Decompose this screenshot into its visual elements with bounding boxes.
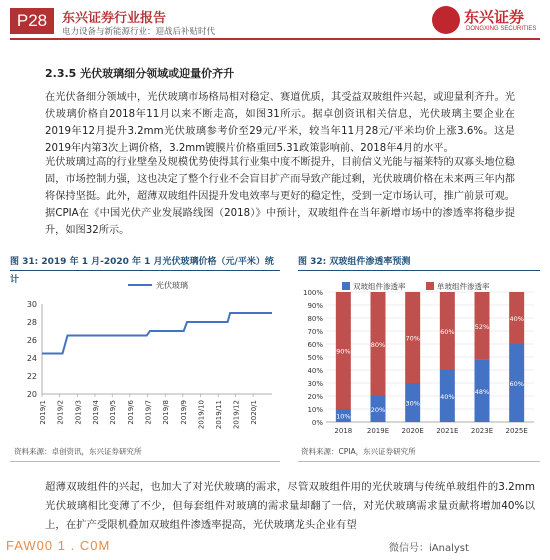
data-label-double: 20% [370,406,386,414]
x-tick-label: 2019/9 [179,400,188,425]
x-tick-label: 2019/7 [144,400,153,425]
y-tick-label: 70% [307,328,323,336]
figure-32-title: 图 32: 双玻组件渗透率预测 [298,257,411,267]
x-tick-label: 2019/1 [39,400,47,425]
data-label-double: 40% [440,393,455,401]
wechat-watermark: 微信号：iAnalyst [386,539,472,554]
y-tick-label: 0% [311,419,323,427]
x-tick-label: 2025E [505,427,528,435]
data-label-single: 90% [336,347,351,356]
section-title: 2.3.5 光伏玻璃细分领域或迎量价齐升 [45,67,235,80]
data-label-single: 60% [440,328,455,336]
x-tick-label: 2021E [436,427,459,435]
figure-31-title-rule [10,270,280,271]
data-label-double: 10% [336,412,351,421]
header-divider [10,38,540,40]
paragraph-3: 超薄双玻组件的兴起，也加大了对光伏玻璃的需求，尽管双玻组件用的光伏玻璃与传统单玻组件的3.2mm光伏玻璃相比变薄了不少，但每套组件对玻璃的需求量却翻了一倍，对光伏玻璃需求量贡献将增加40%以上，在扩产受限机叠加双玻组件渗透率提高，光伏玻璃龙头企业有望 [45,481,535,531]
x-tick-label: 2020E [401,427,424,435]
figure-31-source: 资料来源：卓创资讯，东兴证券研究所 [14,447,142,456]
figure-32-source: 资料来源：CPIA，东兴证券研究所 [301,447,416,456]
page-number: P28 [10,8,54,34]
data-label-double: 48% [474,387,490,396]
y-tick-label: 22 [26,372,37,381]
y-tick-label: 100% [302,289,323,297]
report-subtitle: 电力设备与新能源行业：迎战后补贴时代 [62,27,216,37]
legend-swatch-single [426,282,434,290]
legend-label-double: 双玻组件渗透率 [353,282,406,291]
x-tick-label: 2019/5 [109,400,118,425]
legend-swatch-double [342,282,350,290]
x-tick-label: 2019/4 [91,400,100,425]
y-tick-label: 30% [307,380,323,388]
y-tick-label: 40% [307,367,323,375]
stacked-bar-chart-penetration [298,274,540,444]
figure-32-bottom-rule [298,461,540,462]
x-tick-label: 2020/1 [250,400,259,425]
y-tick-label: 20% [307,393,323,401]
y-tick-label: 10% [307,406,323,414]
x-tick-label: 2018 [334,427,353,435]
y-tick-label: 20 [26,390,37,399]
logo-icon [432,6,460,34]
x-tick-label: 2019/12 [232,400,241,430]
x-tick-label: 2019/10 [197,400,206,430]
series-line-glass-price [42,313,272,354]
figure-31-bottom-rule [10,461,280,462]
y-tick-label: 30 [26,300,37,309]
x-tick-label: 2019/2 [56,400,65,425]
logo-text: 东兴证券 [464,8,525,26]
logo-english: DONGXING SECURITIES [466,26,537,32]
x-tick-label: 2019/6 [126,400,135,425]
y-tick-label: 26 [26,336,37,345]
x-tick-label: 2019/11 [215,400,224,430]
y-tick-label: 24 [26,354,37,363]
report-title: 东兴证券行业报告 [62,11,167,26]
data-label-double: 60% [509,380,524,388]
legend-label: 光伏玻璃 [156,281,188,290]
watermark: FAW00 1 . C0M [6,538,111,553]
y-tick-label: 28 [26,318,37,327]
line-chart-glass-price [10,274,280,444]
data-label-single: 70% [405,334,420,343]
figure-31-title: 图 31: 2019 年 1 月-2020 年 1 月光伏玻璃价格（元/平米）统计 [10,257,274,285]
data-label-double: 30% [405,399,420,408]
data-label-single: 40% [509,315,524,323]
legend-label-single: 单玻组件渗透率 [437,282,490,291]
x-tick-label: 2019/3 [74,400,83,425]
x-tick-label: 2023E [470,427,494,435]
data-label-single: 52% [474,322,490,331]
figure-32-title-rule [298,270,540,271]
paragraph-2: 光伏玻璃过高的行业壁垒及规模优势使得其行业集中度不断提升，目前信义光能与福莱特的双寡头地位稳固，市场控制力强，这也决定了整个行业不会盲目扩产而导致产能过剩，光伏玻璃价格在未来两三年内都将保持坚挺。此外，超薄双玻组件因提升发电效率与更好的稳定性，受到一定市场认可，推广前景可观。据CPIA在《中国光伏产业发展路线图（2018）》中预计，双玻组件在当年新增市场中的渗透率将稳步提升，如图32所示。 [45,157,515,236]
y-tick-label: 80% [307,315,323,323]
x-tick-label: 2019E [366,427,390,435]
paragraph-1: 在光伏备细分领域中，光伏玻璃市场格局相对稳定、赛道优质，其受益双玻组件兴起，或迎量利齐升。光伏玻璃价格自2018年11月以来不断走高，如图31所示。据卓创资讯相关信息，光伏玻璃主要企业在2019年12月提升3.2mm光伏玻璃参考价至29元/平米，较当年11月28元/平米均价上涨3.6%。这是2019年内第3次上调价格，3.2mm镀膜片价格重回5.31政策影响前、2018年4月的水平。 [45,92,515,154]
y-tick-label: 60% [307,341,323,349]
y-tick-label: 90% [307,302,323,310]
data-label-single: 80% [370,341,386,349]
y-tick-label: 50% [307,354,323,362]
x-tick-label: 2019/8 [162,400,171,425]
